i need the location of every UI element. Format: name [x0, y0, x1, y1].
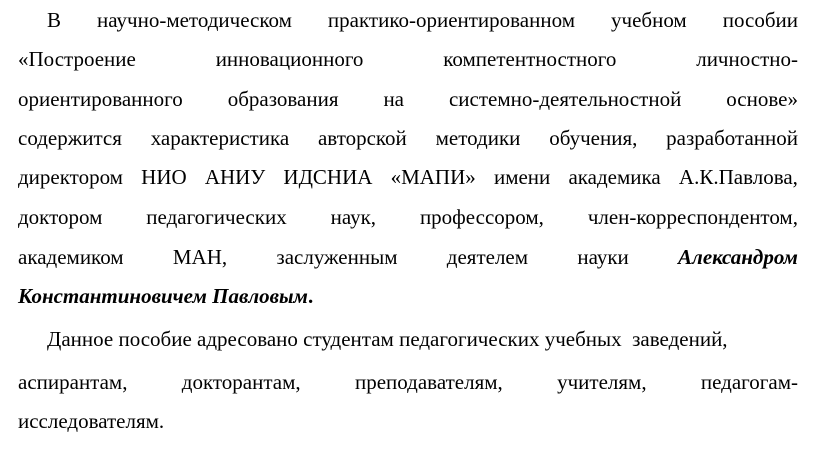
paragraph-2-line-2: [18, 370, 798, 394]
word: педагогических: [146, 205, 287, 229]
word: МАН,: [172, 245, 228, 269]
author-first-name: Александром: [678, 245, 798, 269]
author-patronymic-surname: Константиновичем Павловым: [18, 284, 308, 308]
word: учебном: [611, 8, 687, 32]
word: НИО: [141, 165, 187, 189]
word: авторской: [317, 126, 407, 150]
word: деятелем: [446, 245, 529, 269]
word: докторантам,: [181, 370, 301, 394]
paragraph-1-line-6: [18, 205, 798, 229]
word: ориентированного: [18, 87, 183, 111]
paragraph-1-line-7: [18, 245, 798, 269]
paragraph-2-line-1: [47, 327, 798, 351]
word: наук,: [330, 205, 377, 229]
paragraph-1-line-5: [18, 165, 798, 189]
word: А.К.Павлова,: [678, 165, 798, 189]
word: ИДСНИА: [283, 165, 373, 189]
paragraph-1-line-1: [47, 8, 798, 32]
word: образования: [227, 87, 339, 111]
word: инновационного: [215, 47, 364, 71]
word: системно-деятельностной: [448, 87, 682, 111]
word: аспирантам,: [18, 370, 128, 394]
word: учителям,: [557, 370, 647, 394]
paragraph-1-line-8: [18, 284, 798, 308]
word: обучения,: [549, 126, 638, 150]
word: характеристика: [150, 126, 290, 150]
word: методики: [435, 126, 521, 150]
word: преподавателям,: [354, 370, 503, 394]
word: содержится: [18, 126, 122, 150]
word: исследователям.: [18, 409, 165, 433]
word: личностно-: [696, 47, 798, 71]
word: практико-ориентированном: [327, 8, 575, 32]
paragraph-1-line-2: [18, 47, 798, 71]
word: доктором: [18, 205, 103, 229]
word: научно-методическом: [97, 8, 292, 32]
paragraph-1-line-4: [18, 126, 798, 150]
period: .: [307, 284, 314, 308]
paragraph-1-line-3: [18, 87, 798, 111]
word: директором: [18, 165, 123, 189]
word: «Построение: [18, 47, 136, 71]
word: АНИУ: [204, 165, 266, 189]
word: заслуженным: [276, 245, 398, 269]
word: академиком: [18, 245, 124, 269]
word: член-корреспондентом,: [587, 205, 798, 229]
word: разработанной: [666, 126, 798, 150]
word: имени: [493, 165, 551, 189]
word: основе»: [726, 87, 798, 111]
text-line: Данное пособие адресовано студентам педагогических учебных заведений,: [47, 327, 728, 351]
word: академика: [568, 165, 661, 189]
word: педагогам-: [700, 370, 798, 394]
word: В: [47, 8, 62, 32]
word: компетентностного: [443, 47, 617, 71]
word: «МАПИ»: [390, 165, 476, 189]
word: пособии: [722, 8, 798, 32]
paragraph-2-line-3: [18, 409, 798, 433]
word: на: [383, 87, 404, 111]
word: науки: [577, 245, 629, 269]
word: профессором,: [419, 205, 544, 229]
